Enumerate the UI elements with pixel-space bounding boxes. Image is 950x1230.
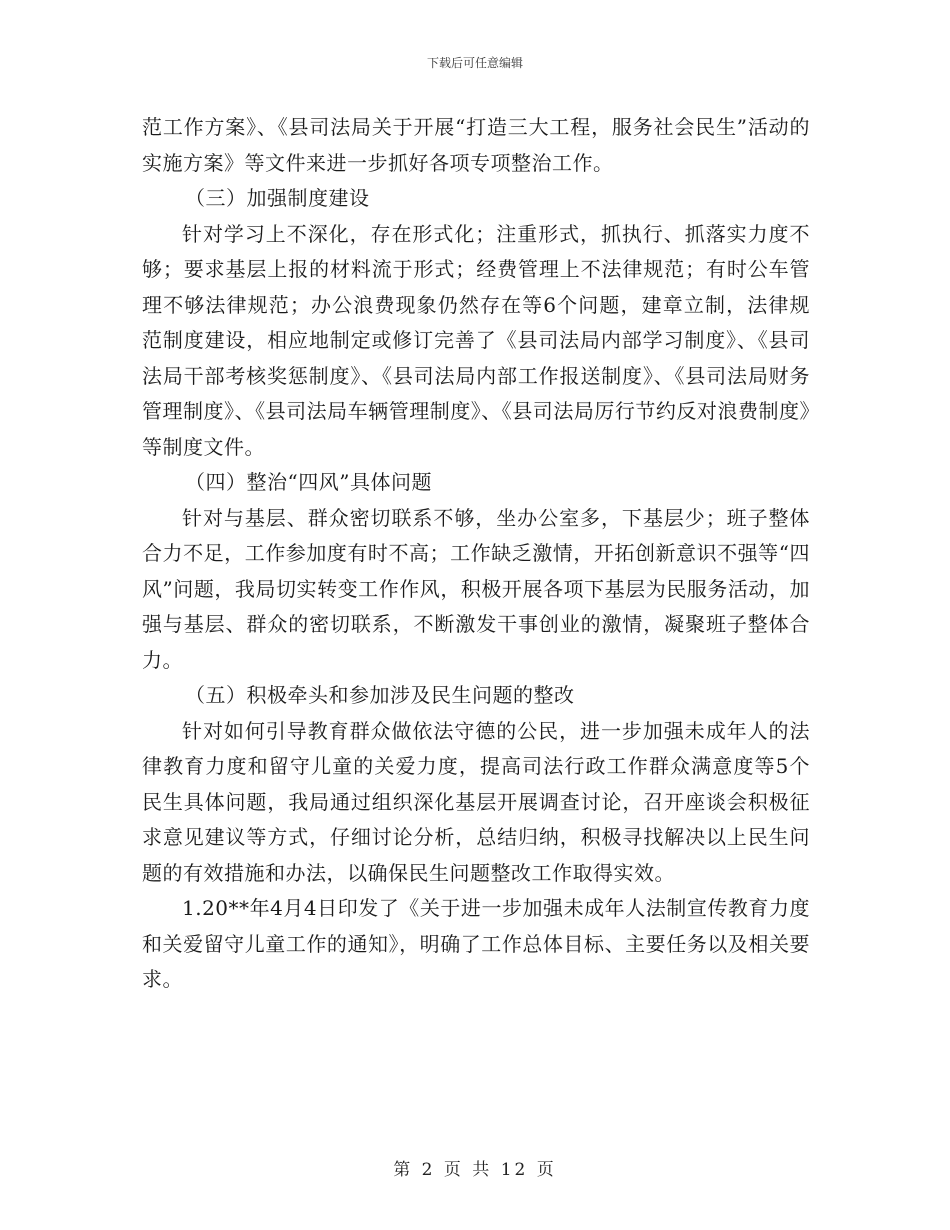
header-note: 下载后可任意编辑 (426, 56, 523, 70)
paragraph-four-winds: 针对与基层、群众密切联系不够，坐办公室多，下基层少；班子整体合力不足，工作参加度有时不高；工作缺乏激情，开拓创新意识不强等“四风”问题，我局切实转变工作作风，积极开展各项下基层为民服务活动，加强与基层、群众的密切联系，不断激发干事创业的激情，凝聚班子整体合力。 (142, 505, 810, 672)
page-number: 第 2 页 共 12 页 (393, 1160, 557, 1180)
document-body (142, 110, 810, 998)
section-heading-5: （五）积极牵头和参加涉及民生问题的整改 (185, 683, 575, 707)
section-heading-4: （四）整治“四风”具体问题 (185, 470, 432, 494)
paragraph-livelihood: 针对如何引导教育群众做依法守德的公民，进一步加强未成年人的法律教育力度和留守儿童的关爱力度，提高司法行政工作群众满意度等5个民生具体问题，我局通过组织深化基层开展调查讨论，召开座谈会积极征求意见建议等方式，仔细讨论分析，总结归纳，积极寻找解决以上民生问题的有效措施和办法，以确保民生问题整改工作取得实效。 (142, 718, 810, 885)
paragraph-system-building: 针对学习上不深化，存在形式化；注重形式，抓执行、抓落实力度不够；要求基层上报的材料流于形式；经费管理上不法律规范；有时公车管理不够法律规范；办公浪费现象仍然存在等6个问题，建章立制，法律规范制度建设，相应地制定或修订完善了《县司法局内部学习制度》、《县司法局干部考核奖惩制度》、《县司法局内部工作报送制度》、《县司法局财务管理制度》、《县司法局车辆管理制度》、《县司法局厉行节约反对浪费制度》等制度文件。 (142, 221, 810, 459)
paragraph-item-1: 1.20**年4月4日印发了《关于进一步加强未成年人法制宣传教育力度和关爱留守儿童工作的通知》，明确了工作总体目标、主要任务以及相关要求。 (142, 896, 810, 991)
section-heading-3: （三）加强制度建设 (185, 186, 370, 210)
paragraph-continuation: 范工作方案》、《县司法局关于开展“打造三大工程，服务社会民生”活动的实施方案》等文件来进一步抓好各项专项整治工作。 (142, 115, 810, 175)
